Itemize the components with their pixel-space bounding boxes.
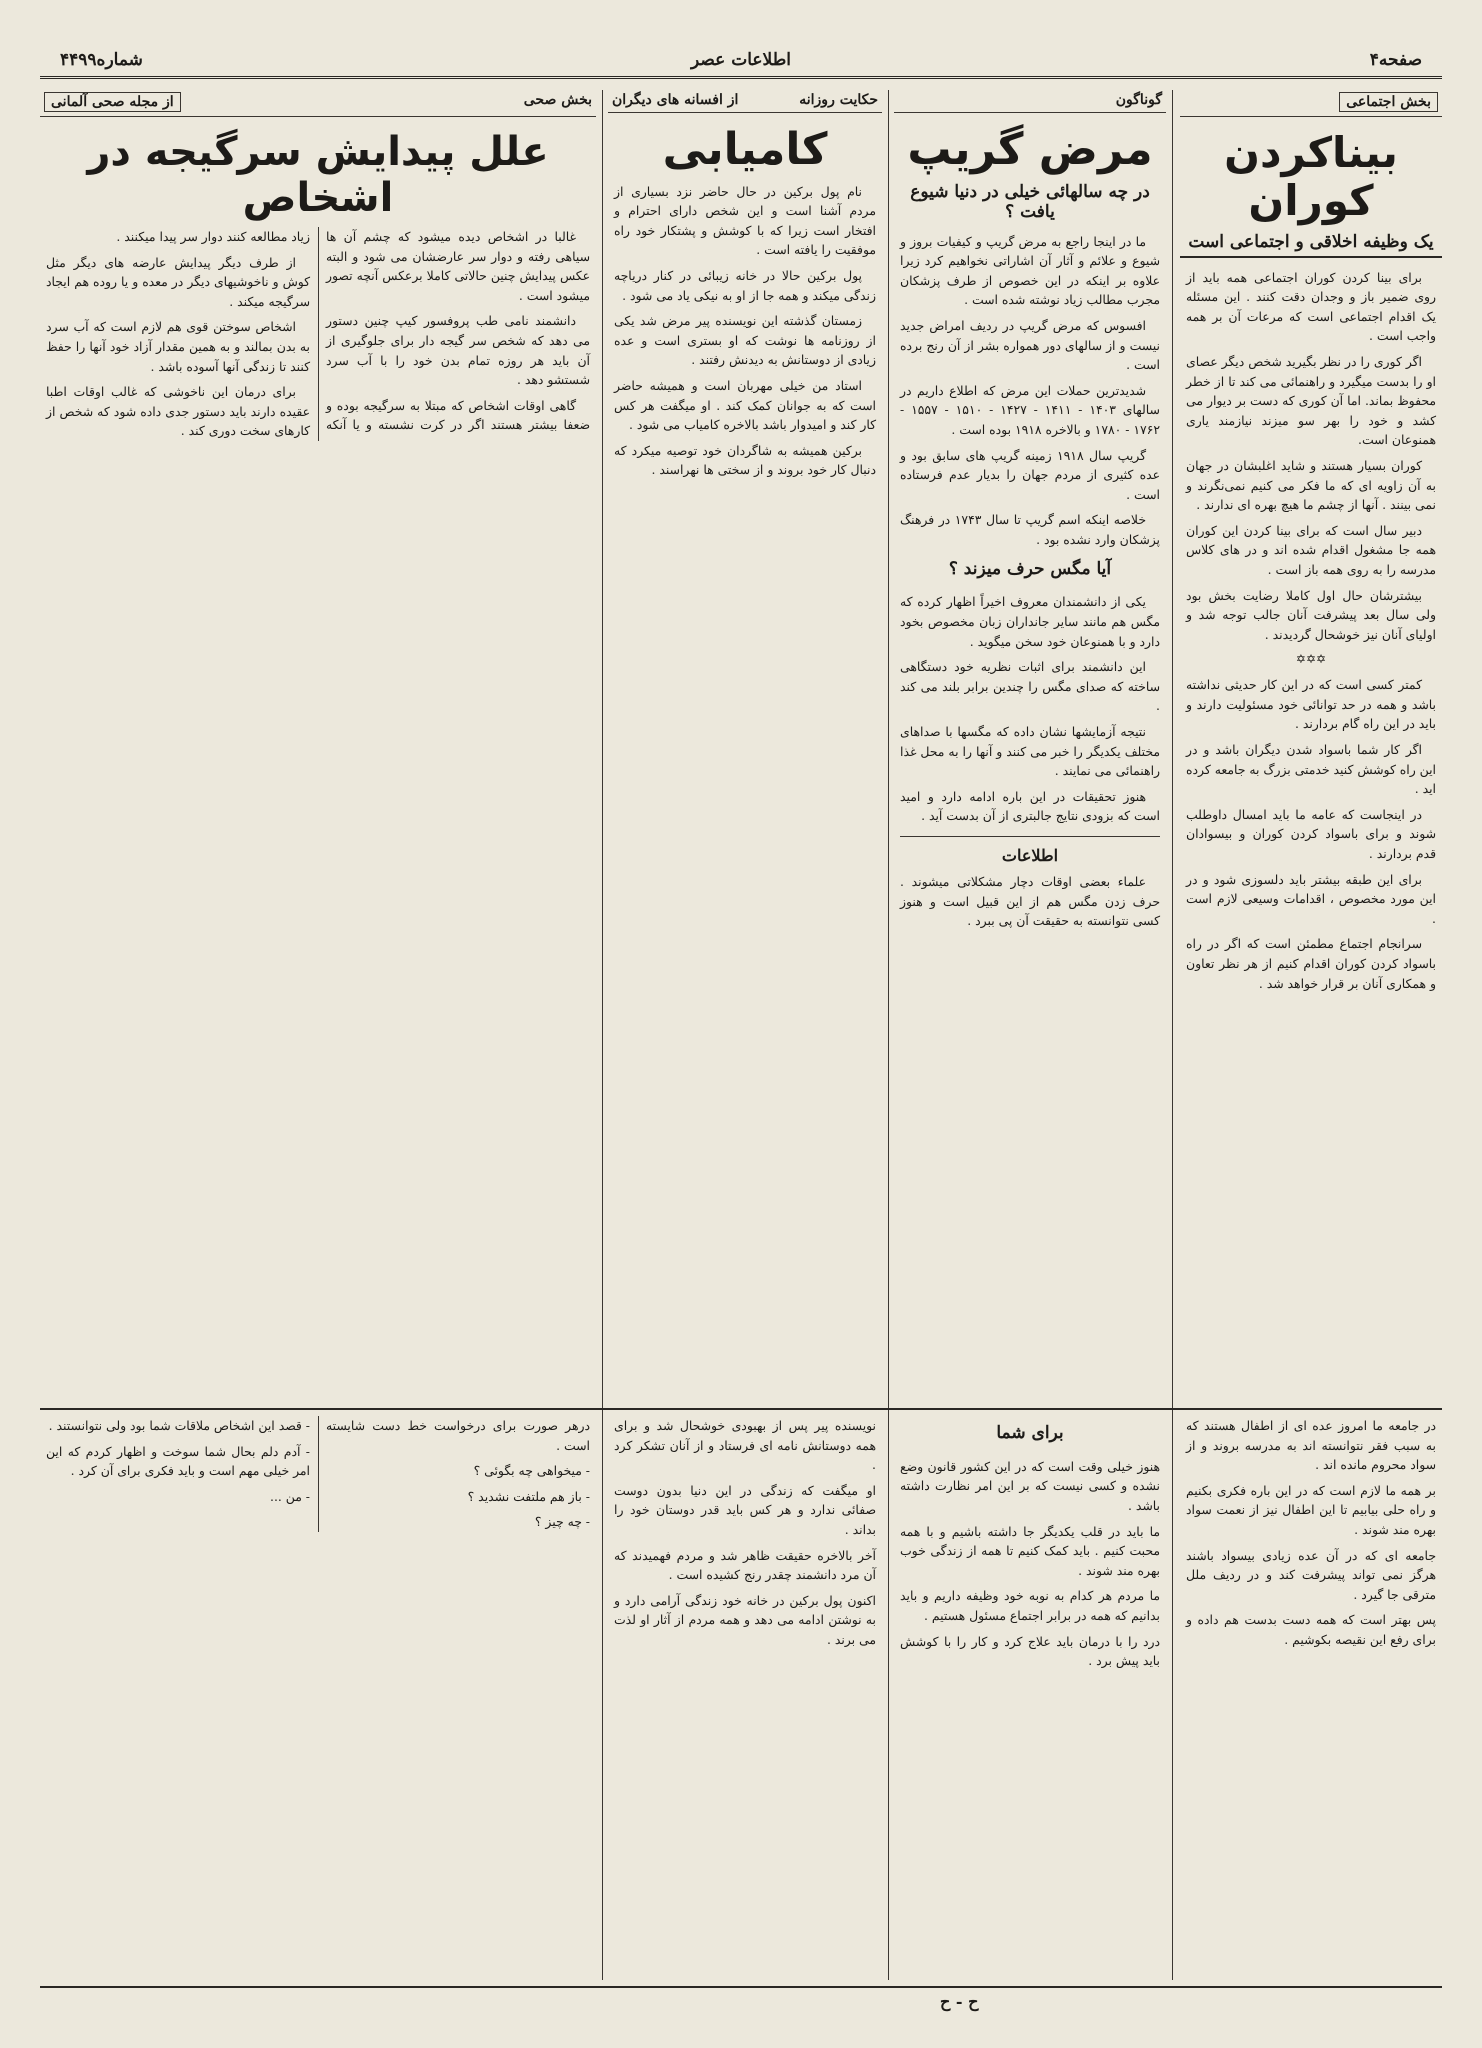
article-column-misc xyxy=(894,90,1166,1402)
paragraph: استاد من خیلی مهربان است و همیشه حاضر است که به جوانان کمک کند . او میگفت هر کس کار کند و امیدوار باشد بالاخره کامیاب می شود . xyxy=(614,377,876,433)
dialogue-line: - من ... xyxy=(270,1488,310,1504)
paragraph: در اینجاست که عامه ما باید امسال داوطلب شوند و برای باسواد کردن کوران و بیسوادان قدم بردارند . xyxy=(1186,806,1436,861)
page-number: صفحه۴ xyxy=(1369,50,1422,70)
article-body xyxy=(894,232,1166,931)
article-column-health xyxy=(40,90,596,1402)
lower-column-2 xyxy=(894,1416,1166,1976)
paragraph: پس بهتر است که همه دست بدست هم داده و برای رفع این نقیصه بکوشیم . xyxy=(1186,1612,1436,1647)
article-body xyxy=(608,182,882,480)
paragraph: برای بینا کردن کوران اجتماعی همه باید از روی ضمیر باز و وجدان دقت کنند . این مسئله یک اقدام اجتماعی است که مرعات آن بر همه واجب است . xyxy=(1186,269,1436,344)
paragraph: گاهی اوقات اشخاص که مبتلا به سرگیجه بوده و ضعفا بیشتر هستند اگر در کرت نشسته و یا آنکه زیاد مطالعه کنند دوار سر پیدا میکنند . xyxy=(116,229,590,433)
paragraph: درهر صورت برای درخواست خط دست شایسته است . xyxy=(326,1418,590,1453)
dialogue-line: - میخواهی چه بگوئی ؟ xyxy=(473,1463,590,1479)
page-header xyxy=(40,48,1442,79)
paragraph: ما باید در قلب یکدیگر جا داشته باشیم و با همه محبت کنیم . باید کمک کنیم تا همه از زندگی خوب بهره مند شوند . xyxy=(900,1523,1160,1578)
paragraph: سرانجام اجتماع مطمئن است که اگر در راه باسواد کردن کوران اقدام کنیم از هر نظر تعاون و همکاری آنان بر قرار خواهد شد . xyxy=(1186,936,1436,991)
paragraph: شدیدترین حملات این مرض که اطلاع داریم در سالهای ۱۴۰۳ - ۱۴۱۱ - ۱۴۲۷ - ۱۵۱۰ - ۱۵۵۷ - ۱۷۶۲ - ۱۷۸۰ و بالاخره ۱۹۱۸ بوده است . xyxy=(900,382,1160,437)
column-rule xyxy=(602,90,603,1980)
article-column-social xyxy=(1180,90,1442,1402)
newspaper-name: اطلاعات عصر xyxy=(691,50,791,70)
lower-column-3 xyxy=(608,1416,882,1976)
section-label xyxy=(40,90,596,117)
paragraph: برای درمان این ناخوشی که غالب اوقات اطبا عقیده دارند باید دستور جدی داده شود که شخص از کارهای سخت دوری کند . xyxy=(46,384,310,439)
dialogue-line: - آدم دلم بحال شما سوخت و اظهار کردم که این امر خیلی مهم است و باید فکری برای آن کرد . xyxy=(46,1443,310,1479)
paragraph: او میگفت که زندگی در این دنیا بدون دوست صفائی ندارد و هر کس باید قدر دوستان خود را بداند . xyxy=(614,1482,876,1537)
page-footer xyxy=(40,1986,1442,2018)
article-subhead: یک وظیفه اخلاقی و اجتماعی است xyxy=(1180,232,1442,258)
paragraph: برکین همیشه به شاگردان خود توصیه میکرد که دنبال کار خود بروند و از سختی ها نهراسند . xyxy=(614,442,876,478)
section-source: از مجله صحی آلمانی xyxy=(44,92,181,112)
article-body xyxy=(40,1416,596,1532)
section-source: از افسانه های دیگران xyxy=(612,92,739,108)
paragraph: نویسنده پیر پس از بهبودی خوشحال شد و برای همه دوستانش نامه ای فرستاد و از آنان تشکر کرد . xyxy=(614,1418,876,1473)
article-column-story xyxy=(608,90,882,1402)
paragraph: اگر کوری را در نظر بگیرید شخص دیگر عصای او را بدست میگیرد و راهنمائی می کند تا از خطر محفوظ بماند. اما آن کوری که دست بر دیوار می کشد و خود را بهر سو میزند نیازمند یاری همنوعان است. xyxy=(1186,353,1436,448)
paragraph: دانشمند نامی طب پروفسور کیپ چنین دستور می دهد که شخص سر گیجه دار برای جلوگیری از آن باید هر روزه تمام بدن خود را با آب سرد شستشو دهد . xyxy=(326,313,590,388)
section-label xyxy=(894,90,1166,113)
paragraph: این دانشمند برای اثبات نظریه خود دستگاهی ساخته که صدای مگس را چندین برابر بلند می کند . xyxy=(900,659,1160,714)
paragraph: افسوس که مرض گریپ در ردیف امراض جدید نیست و از سالهای دور همواره بشر از آن رنج برده است . xyxy=(900,317,1160,373)
sub-article-title: برای شما xyxy=(996,1423,1064,1443)
lower-column-1 xyxy=(1180,1416,1442,1976)
paragraph: ما در اینجا راجع به مرض گریپ و کیفیات بروز و شیوع و علائم و آثار آن اشاراتی نخواهیم کرد زیرا علاوه بر اینکه در این خصوص از طرف پزشکان مجرب مطالب زیاد نوشته شده است . xyxy=(900,233,1160,308)
paragraph: آخر بالاخره حقیقت ظاهر شد و مردم فهمیدند که آن مرد دانشمند چقدر رنج کشیده است . xyxy=(614,1547,876,1583)
paragraph: کوران بسیار هستند و شاید اغلبشان در جهان به آن زاویه ای که ما فکر می کنیم نمی‌نگرند و نمی بینند . آنها از چشم ما هیچ بهره ای ندارند . xyxy=(1186,457,1436,513)
article-body xyxy=(1180,268,1442,994)
paragraph: درد را با درمان باید علاج کرد و کار را با کوشش باید پیش برد . xyxy=(900,1633,1160,1669)
section-label xyxy=(1180,90,1442,117)
section-title: بخش صحی xyxy=(523,92,592,108)
paragraph: اکنون پول برکین در خانه خود زندگی آرامی دارد و به نوشتن ادامه می دهد و همه مردم از آثار او لذت می برند . xyxy=(614,1592,876,1647)
article-body xyxy=(608,1416,882,1650)
paragraph: بیشترشان حال اول کاملا رضایت بخش بود ولی سال بعد پیشرفت آنان جالب توجه شد و اولیای آنان نیز خوشحال گردیدند . xyxy=(1186,587,1436,642)
info-box-title: اطلاعات xyxy=(900,836,1160,868)
paragraph: غالبا در اشخاص دیده میشود که چشم آن ها سیاهی رفته و دوار سر عارضشان می شود و البته عکس پیدایش چنین حالاتی کاملا برعکس آنچه تصور میشود است . xyxy=(326,229,590,303)
section-divider xyxy=(40,1408,1442,1410)
sub-article-title: آیا مگس حرف میزند ؟ xyxy=(948,558,1112,579)
paragraph: هنوز خیلی وقت است که در این کشور قانون وضع نشده و کسی نیست که بر این امر نظارت داشته باشد . xyxy=(900,1458,1160,1514)
footer-code: ح - ح xyxy=(940,1992,979,2011)
article-body xyxy=(1180,1416,1442,1650)
paragraph: اگر کار شما باسواد شدن دیگران باشد و در این راه کوشش کنید خدمتی بزرگ به جامعه کرده اید . xyxy=(1186,742,1436,797)
dialogue-line: - چه چیز ؟ xyxy=(534,1514,590,1530)
article-body xyxy=(894,1420,1166,1671)
article-headline: علل پیدایش سرگیجه در اشخاص xyxy=(87,129,549,221)
paragraph: اشخاص سوختن قوی هم لازم است که آب سرد به بدن بمالند و به همین مقدار آزاد خود آنها را حفظ کنند تا زندگی آنها آسوده باشد . xyxy=(46,319,310,374)
paragraph: دبیر سال است که برای بینا کردن این کوران همه جا مشغول اقدام شده اند و در های کلاس مدرسه را به روی همه باز است . xyxy=(1186,522,1436,577)
paragraph: پول برکین حالا در خانه زیبائی در کنار دریاچه زندگی میکند و همه جا از او به نیکی یاد می شود . xyxy=(614,267,876,303)
paragraph: از طرف دیگر پیدایش عارضه های دیگر مثل کوش و ناخوشیهای دیگر در معده و یا روده هم ایجاد سرگیجه میکند . xyxy=(46,254,310,309)
dialogue-line: - باز هم ملتفت نشدید ؟ xyxy=(467,1488,590,1504)
section-title: گوناگون xyxy=(1115,92,1162,108)
paragraph: در جامعه ما امروز عده ای از اطفال هستند که به سبب فقر نتوانسته اند به مدرسه بروند و از سواد محروم مانده اند . xyxy=(1186,1418,1436,1473)
paragraph: زمستان گذشته این نویسنده پیر مرض شد یکی از روزنامه ها نوشت که او بستری است و عده زیادی از دوستانش به دیدنش رفتند . xyxy=(614,313,876,368)
paragraph: یکی از دانشمندان معروف اخیراً اظهار کرده که مگس هم مانند سایر جانداران زبان مخصوص بخود دارد و با همنوعان خود سخن میگوید . xyxy=(900,594,1160,649)
paragraph: هنوز تحقیقات در این باره ادامه دارد و امید است که بزودی نتایج جالبتری از آن بدست آید . xyxy=(900,788,1160,824)
paragraph: بر همه ما لازم است که در این باره فکری بکنیم و راه حلی بیابیم تا این اطفال نیز از نعمت سواد بهره مند شوند . xyxy=(1186,1482,1436,1537)
paragraph: خلاصه اینکه اسم گریپ تا سال ۱۷۴۳ در فرهنگ پزشکان وارد نشده بود . xyxy=(900,512,1160,547)
article-headline: کامیابی xyxy=(662,124,828,175)
column-rule xyxy=(888,90,889,1980)
article-subhead: در چه سالهائی خیلی در دنیا شیوع یافت ؟ xyxy=(910,181,1150,222)
column-rule xyxy=(1172,90,1173,1980)
paragraph: ما مردم هر کدام به نوبه خود وظیفه داریم و باید بدانیم که همه در برابر اجتماع مسئول هستیم . xyxy=(900,1588,1160,1624)
article-headline: مرض گریپ xyxy=(907,124,1153,175)
paragraph: برای این طبقه بیشتر باید دلسوزی شود و در این مورد مخصوص ، اقدامات وسیعی لازم است . xyxy=(1186,871,1436,926)
dialogue-line: - قصد این اشخاص ملاقات شما بود ولی نتوانستند . xyxy=(48,1418,310,1433)
section-title: حکایت روزانه xyxy=(799,92,878,108)
lower-column-4 xyxy=(40,1416,596,1976)
paragraph: جامعه ای که در آن عده زیادی بیسواد باشند هرگز نمی تواند پیشرفت کند و در ردیف ملل مترقی جا گیرد . xyxy=(1186,1547,1436,1602)
section-label xyxy=(608,90,882,113)
paragraph: گریپ سال ۱۹۱۸ زمینه گریپ های سابق بود و عده کثیری از مردم جهان را بدیار عدم فرستاده است . xyxy=(900,447,1160,502)
issue-number: شماره۴۴۹۹ xyxy=(60,50,143,70)
star-divider: ✡✡✡ xyxy=(1295,652,1327,667)
paragraph: علماء بعضی اوقات دچار مشکلاتی میشوند . حرف زدن مگس هم از این قبیل است و هنوز کسی نتوانسته به حقیقت آن پی ببرد . xyxy=(900,874,1160,929)
paragraph: کمتر کسی است که در این کار حدیثی نداشته باشد و همه در حد توانائی خود مسئولیت دارند و باید در این راه گام بردارند . xyxy=(1186,677,1436,732)
section-title: بخش اجتماعی xyxy=(1339,92,1438,112)
article-body xyxy=(40,227,596,441)
paragraph: نام پول برکین در حال حاضر نزد بسیاری از مردم آشنا است و این شخص دارای احترام و افتخار است زیرا که با کوشش و پشتکار خود راه موفقیت را یافته است . xyxy=(614,183,876,258)
article-headline: بیناکردن کوران xyxy=(1224,128,1398,226)
paragraph: نتیجه آزمایشها نشان داده که مگسها با صداهای مختلف یکدیگر را خبر می کنند و آنها را به محل غذا راهنمائی می نمایند . xyxy=(900,723,1160,779)
